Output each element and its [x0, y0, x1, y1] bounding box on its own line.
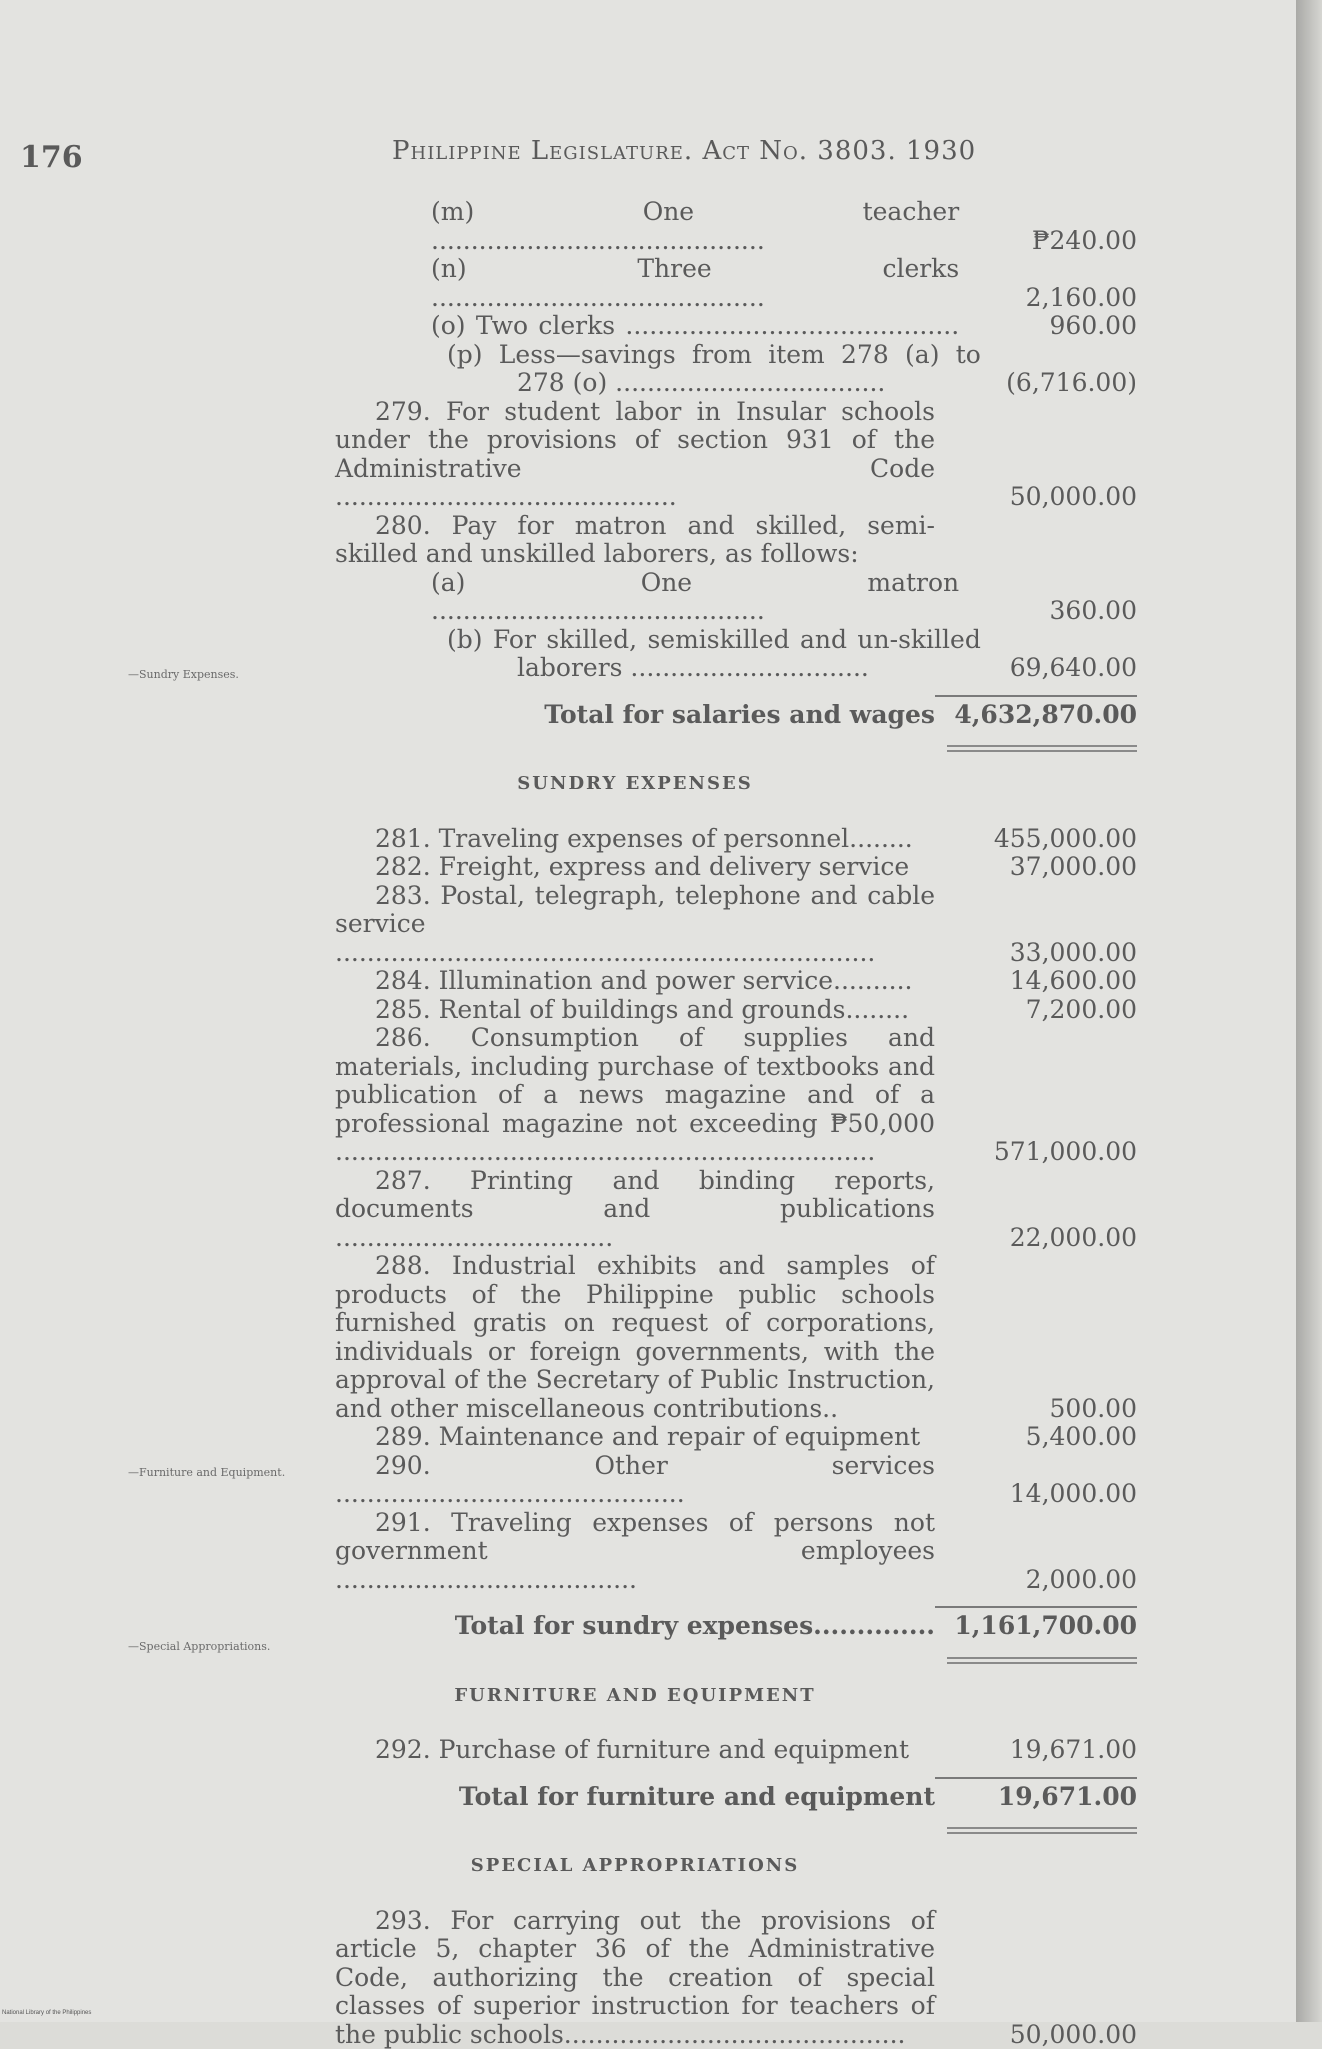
line-item-text: (b) For skilled, semiskilled and un-skilled laborers .............................. [335, 626, 981, 683]
line-item [335, 512, 1137, 569]
line-item-text: 288. Industrial exhibits and samples of products of the Philippine public schools furnished gratis on request of corporations, individuals or foreign governments, with the approval of the Secretary of Public Instruction, and other miscellaneous contributions.. [335, 1252, 935, 1423]
total-furniture-label: Total for furniture and equipment [335, 1783, 935, 1812]
line-item [335, 1024, 1137, 1167]
total-salaries-row [335, 695, 1137, 730]
line-item-text: 290. Other services ............................................ [335, 1452, 935, 1509]
line-item-amount: 360.00 [959, 597, 1137, 626]
total-sundry-row [335, 1606, 1137, 1641]
line-item [335, 1509, 1137, 1595]
total-sundry-amount: 1,161,700.00 [935, 1606, 1137, 1641]
special-items [335, 1907, 1137, 2049]
double-rule [947, 1827, 1137, 1834]
line-item-text: 282. Freight, express and delivery service [335, 853, 935, 882]
section-heading-furniture: FURNITURE AND EQUIPMENT [335, 1682, 935, 1711]
line-item [335, 341, 1137, 398]
line-item-text: 285. Rental of buildings and grounds........ [335, 996, 935, 1025]
line-item [335, 996, 1137, 1025]
line-item-amount: 14,600.00 [935, 967, 1137, 996]
double-rule [947, 1657, 1137, 1664]
line-item-amount: 7,200.00 [935, 996, 1137, 1025]
line-item-text: (n) Three clerks .......................................... [335, 255, 959, 312]
line-item-amount: 960.00 [959, 312, 1137, 341]
running-header: Philippine Legislature. Act No. 3803. 1930 [392, 136, 976, 166]
line-item-amount: 2,000.00 [935, 1566, 1137, 1595]
line-item-text: (o) Two clerks .......................................... [335, 312, 959, 341]
line-item-amount: 455,000.00 [935, 825, 1137, 854]
line-item-amount: 69,640.00 [981, 654, 1137, 683]
total-salaries-label: Total for salaries and wages [335, 701, 935, 730]
margin-note-furniture: —Furniture and Equipment. [128, 1466, 338, 1479]
line-item [335, 1907, 1137, 2049]
line-item-amount: ₱240.00 [959, 227, 1137, 256]
section-heading-sundry: SUNDRY EXPENSES [335, 770, 935, 799]
line-item-text: 287. Printing and binding reports, documents and publications ................................... [335, 1167, 935, 1253]
line-item-text: 289. Maintenance and repair of equipment [335, 1423, 935, 1452]
line-item-text: (a) One matron .......................................... [335, 569, 959, 626]
line-item [335, 1423, 1137, 1452]
line-item-text: 283. Postal, telegraph, telephone and cable service .................................................................... [335, 882, 935, 968]
line-item-amount: 50,000.00 [935, 483, 1137, 512]
line-item-text: 291. Traveling expenses of persons not government employees ...................................... [335, 1509, 935, 1595]
line-item [335, 1736, 1137, 1765]
line-item [335, 967, 1137, 996]
margin-note-special: —Special Appropriations. [128, 1640, 338, 1653]
total-salaries-amount: 4,632,870.00 [935, 695, 1137, 730]
line-item-text: 280. Pay for matron and skilled, semi-skilled and unskilled laborers, as follows: [335, 512, 935, 569]
line-item [335, 198, 1137, 255]
line-item-amount: 5,400.00 [935, 1423, 1137, 1452]
line-item-amount: 500.00 [935, 1395, 1137, 1424]
furniture-items [335, 1736, 1137, 1765]
line-item-amount: 37,000.00 [935, 853, 1137, 882]
line-item-amount: 2,160.00 [959, 284, 1137, 313]
line-item-amount: 14,000.00 [935, 1480, 1137, 1509]
page-edge-shadow [1296, 0, 1322, 2022]
line-item-amount: 19,671.00 [935, 1736, 1137, 1765]
line-item [335, 1452, 1137, 1509]
line-item-amount: (6,716.00) [981, 369, 1137, 398]
line-item-text: 293. For carrying out the provisions of article 5, chapter 36 of the Administrative Code, authorizing the creation of special classes of superior instruction for teachers of the public schools........................................... [335, 1907, 935, 2049]
line-item-amount: 50,000.00 [935, 2021, 1137, 2049]
line-item [335, 1252, 1137, 1423]
line-item [335, 882, 1137, 968]
total-furniture-amount: 19,671.00 [935, 1777, 1137, 1812]
line-item-text: (p) Less—savings from item 278 (a) to 278 (o) .................................. [335, 341, 981, 398]
appropriations-body [335, 198, 1137, 2049]
line-item [335, 1167, 1137, 1253]
total-sundry-label: Total for sundry expenses.............. [335, 1612, 935, 1641]
line-item [335, 853, 1137, 882]
line-item-amount: 22,000.00 [935, 1224, 1137, 1253]
line-item [335, 626, 1137, 683]
line-item [335, 398, 1137, 512]
salary-items [335, 198, 1137, 683]
line-item [335, 312, 1137, 341]
line-item-text: 279. For student labor in Insular schools under the provisions of section 931 of the Administrative Code ........................................... [335, 398, 935, 512]
line-item-text: 286. Consumption of supplies and materials, including purchase of textbooks and publication of a news magazine and of a professional magazine not exceeding ₱50,000 .................................................................... [335, 1024, 935, 1167]
line-item-amount: 33,000.00 [935, 939, 1137, 968]
footer-note: National Library of the Philippines [2, 2010, 91, 2016]
margin-note-sundry: —Sundry Expenses. [128, 668, 338, 681]
total-furniture-row [335, 1777, 1137, 1812]
line-item-text: 284. Illumination and power service.......... [335, 967, 935, 996]
page-number: 176 [20, 140, 83, 175]
line-item [335, 569, 1137, 626]
section-heading-special: SPECIAL APPROPRIATIONS [335, 1852, 935, 1881]
line-item [335, 255, 1137, 312]
line-item-amount: 571,000.00 [935, 1138, 1137, 1167]
line-item-text: 292. Purchase of furniture and equipment [335, 1736, 935, 1765]
line-item [335, 825, 1137, 854]
line-item-text: 281. Traveling expenses of personnel........ [335, 825, 935, 854]
sundry-items [335, 825, 1137, 1595]
double-rule [947, 745, 1137, 752]
line-item-text: (m) One teacher .......................................... [335, 198, 959, 255]
